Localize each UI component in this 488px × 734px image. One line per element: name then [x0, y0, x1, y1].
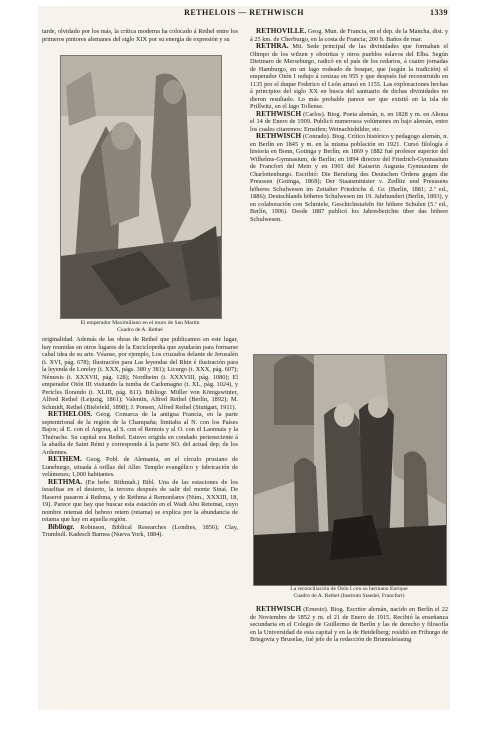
figure-caption-left	[42, 320, 238, 334]
entry	[250, 111, 448, 134]
figure-caption-right	[250, 586, 448, 600]
entry	[250, 133, 448, 223]
figure-oton	[253, 354, 447, 586]
figure-maximiliano	[60, 55, 222, 319]
entry-body: Geog. Comarca de la antigua Francia, en la parte septentrional de la región de la Champaña; limitaba al N. con los Países Bajos; al E. con el Argona, al S. con el Remois y al O. con el Laonnais y la Thiérache. Su capital era Rethel. Estuvo erigida en condado perteneciente á la abadía de Saint Rémi y corresponde á la parte SO. del actual dep. de los Ardennes.	[42, 411, 238, 456]
entry	[250, 606, 448, 644]
entry-headword: RETHRA.	[256, 42, 289, 50]
entry-headword: Bibliogr.	[48, 522, 75, 531]
entry-body: (Conrado). Biog. Crítico histórico y pedagogo alemán, n. en Berlín en 1845 y m. en la misma población en 1921. Cursó filología é historia en Bonn, Gotinga y Berlín; en 1869 y 1882 fué profesor superior del Wilhelms-Gymnasium, de Berlín; en 1894 director del Friedrich-Gymnasium de Francfort del Mein y en 1901 del Kaiserin Augusta Gymnasium de Charlottenburgo. Escribió: Die Berufung des Deutschen Ordens gegen die Preussen (Gotinga, 1868); Der Staatsminister v. Zedlitz und Preussens höheres Schulwesen im Zeitalter Friedrichs d. Gr. (Berlín, 1881; 2.ª ed., 1886); Deutschlands höheres Schulwesen im 19. Jahrhundert (Berlín, 1893), y en colaboración con Schmiele, Geschichtstafeln für höhere Schulen (5.ª ed., Berlín, 1906). Desde 1887 publicó los Jahresberichte über das höhere Schulwesen.	[250, 133, 448, 223]
caption-line: Cuadro de A. Rethel	[117, 326, 163, 333]
caption-line: La reconciliación de Otón I con su hermano Enrique	[290, 586, 408, 592]
entry-body: (En hebr. Rithmah.) Bibl. Una de las estaciones de los israelitas en el desierto, la tercera después de salir del monte Sinaí. De Haserot pasaron á Rethma, y de Rethma á Remonfares (Núm., XXXIII, 18, 19). Parece que hay que buscar esta estación en el Wadi Abu Retemat, cuyo nombre retemat del hebreo retem (retama) se explica por la abundancia de retama que hay en aquella región.	[42, 478, 238, 523]
page-header	[38, 6, 450, 22]
paragraph: originalidad. Además de las obras de Rethel que publicamos en este lugar, hay reunidas en otros lugares de la Enciclopedia que ayudarán para formarse cabal idea de su arte. Véanse, por ejemplo, Los cruzados delante de Jerusalén (t. XVI, pág. 678); Ilustración para Las leyendas del Rhin é ilustración para la leyenda de Loreley (t. XXX, págs. 380 y 381); Licurgo (t. XXX, pág. 607); Némesis (t. XXXVII, pág. 128); Nordheim (t. XXXVIII, pág. 1080); El emperador Otón III visitando la tumba de Carlomagno (t. XL, pág. 1024), y Pericles Ilorando (t. XLIII, pág. 811). Bibliogr. Müller von Königswinter, Alfred Rethel (Leipzig, 1861); Valentin, Alfred Rethel (Berlín, 1892); M. Schmidt, Rethel (Bielefeld, 1898); J. Ponsen, Alfred Rethel (Stuttgart, 1911).	[42, 336, 238, 411]
entry-headword: RETHELOIS.	[48, 410, 93, 418]
entry-headword: RETHEM.	[48, 455, 82, 463]
paragraph: tarde, olvidado por los más, la crítica moderna ha colocado á Rethel entre los primeros pintores alemanes del siglo XIX por su energía de expresión y su	[42, 28, 238, 43]
entry-body: Mit. Sede principal de las divinidades que formaban el Olimpo de los wilzen y obotritas y otros pueblos eslavos del Elba. Según Dietmaro de Merseburgo, radicó en el país de los redarios, á cuatro jornadas de Hamburgo, en un lago rodeado de bosque, que (según la tradición) el emperador Otón I redujo á cenizas en 955 y que después fué reconstruido en 1135 por el duque Federico el León arrasó en 1155. Las exploraciones hechas á principios del siglo XX en busca del santuario de dichas divinidades no dieron resultado. Lo más probable parece ser que existió en la isla de Prillwitz, en el lago Tollense.	[250, 43, 448, 110]
entry-headword: RETHOVILLE.	[256, 28, 307, 35]
caption-line: Cuadro de A. Rethel (Instituto Staedel, Francfort)	[293, 592, 405, 599]
entry-body: (Carlos). Biog. Poeta alemán, n. en 1828 y m. en Altona el 14 de Enero de 1909. Publicó numerosos volúmenes en bajo alemán, entre los cuales citaremos: Ernstfen; Weinachtsbilder, etc.	[250, 110, 448, 133]
entry	[42, 479, 238, 524]
entry	[42, 524, 238, 539]
entry-headword: RETHWISCH	[256, 606, 302, 613]
encyclopedia-page	[38, 6, 450, 710]
right-column-top	[250, 28, 448, 348]
entry	[42, 456, 238, 479]
right-column-bottom	[250, 606, 448, 706]
entry-body: Geog. Mun. de Francia, en el dep. de la Mancha, dist. y á 25 km. de Cherburgo, en la costa de Francia; 200 h. Baños de mar.	[250, 28, 448, 43]
entry	[42, 411, 238, 456]
engraving-oton	[254, 355, 446, 585]
entry-headword: RETHWISCH	[256, 109, 302, 118]
entry-body: (Ernesto). Biog. Escritor alemán, nacido en Berlín el 22 de Noviembre de 1852 y m. el 21 de Enero de 1915. Recibió la enseñanza secundaria en el Colegio de Guillermo de Berlín y las de derecho y filosofía en la Universidad de esta capital y en la de Heidelberg; residió en Friburgo de Brisgovia y Bruselas, fué jefe de la redacción de Brunnsleiasing	[250, 606, 448, 643]
entry-body: Geog. Pobl. de Alemania, en el círculo prusiano de Luneburgo, situada á orillas del Aller. Templo evangélico y fabricación de velámenes; 1,000 habitantes.	[42, 456, 238, 478]
entry-body: Robinson, Biblical Researches (Londres, 1856); Clay, Trumbull. Kadesch Barnea (Nueva York, 1884).	[42, 523, 238, 538]
caption-line: El emperador Maximiliano en el muro de San Martín	[80, 320, 200, 326]
entry-headword: RETHWISCH	[256, 132, 302, 140]
entry	[250, 28, 448, 43]
entry-headword: RETHMA.	[48, 477, 83, 486]
engraving-maximiliano	[61, 56, 221, 318]
entry	[250, 43, 448, 111]
left-column-bottom	[42, 336, 238, 708]
left-column-top	[42, 28, 238, 52]
running-title: RETHELOIS — RETHWISCH	[184, 8, 304, 17]
page-number: 1339	[430, 8, 448, 17]
